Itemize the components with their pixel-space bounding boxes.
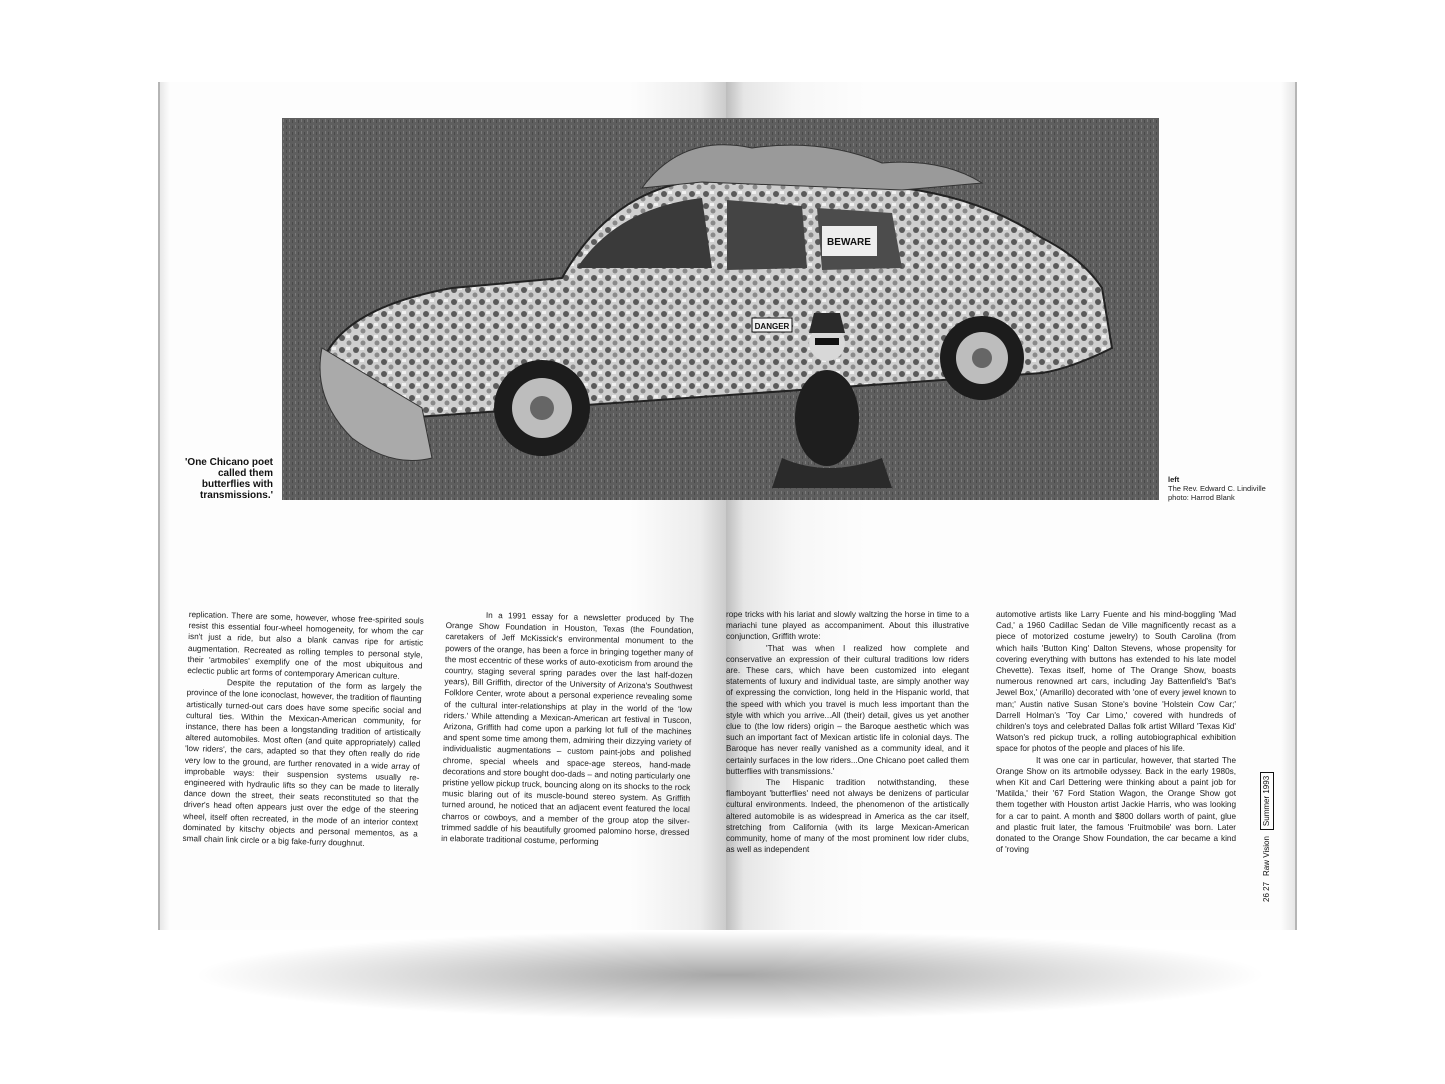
paragraph: automotive artists like Larry Fuente and his mind-boggling 'Mad Cad,' a 1960 Cadillac Sedan de Ville magnificently recast as a piece of motorized costume jewelry) to South Carolina (from which hails 'Button King' Dalton Stevens, whose propensity for covering everything with buttons has extended to his late model Chevette). Texas itself, home of The Orange Show, boasts numerous renowned art cars, including Jay Battenfield's 'Bat's Jewel Box,' (Amarillo) decorated with 'one of every jewel known to man;' Austin native Susan Stone's bovine 'Holstein Cow Car;' Darrell Holman's 'Toy Car Limo,' covered with hundreds of children's toys and celebrated Dallas folk artist Willard 'Texas Kid' Watson's red pickup truck, a rolling autobiographical exhibition space for photos of the people and places of his life. <box>996 610 1236 754</box>
paragraph: replication. There are some, however, whose free-spirited souls resist this essential four-wheel homogeneity, for whom the car isn't just a ride, but also a blank canvas ripe for artistic augmentation. Recreated as rolling temples to personal style, their 'artmobiles' exemplify one of the most ubiquitous and eclectic public art forms of contemporary American culture. <box>187 609 424 681</box>
pull-quote: 'One Chicano poet called them butterflies with transmissions.' <box>185 457 273 501</box>
caption-credit: photo: Harrod Blank <box>1168 493 1235 502</box>
danger-sign-text: DANGER <box>754 322 790 331</box>
art-car-photo <box>282 118 1159 500</box>
photo-caption <box>1168 475 1288 502</box>
magazine-shadow <box>190 930 1270 1020</box>
folio <box>1259 752 1275 902</box>
article-column-3 <box>726 609 969 899</box>
issue-date: Summer 1993 <box>1260 772 1274 830</box>
caption-subject: The Rev. Edward C. Lindiville <box>1168 484 1266 493</box>
article-column-4 <box>996 609 1236 899</box>
magazine-name: Raw Vision <box>1262 836 1271 876</box>
caption-label: left <box>1168 475 1180 484</box>
magazine-spread <box>158 82 1295 930</box>
paragraph: In a 1991 essay for a newsletter produced by The Orange Show Foundation in Houston, Texas (the Foundation, caretakers of Jeff McKissick's environmental monument to the powers of the orange, has been a force in bringing together many of the most eccentric of these works of auto-exoticism from around the country, staging several spring parades over the last half-dozen years), Bill Griffith, director of the University of Arizona's Southwest Folklore Center, wrote about a personal experience revealing some of the cultural inter-relationships at play in the world of the 'low riders.' While attending a Mexican-American art festival in Tuscon, Arizona, Griffith had come upon a parking lot full of the machines and spent some time among them, admiring their dizzying variety of individualistic augmentations – custom paint-jobs and polished chrome, special wheels and space-age stereos, hand-made decorations and store bought doo-dads – and noting particularly one pristine yellow pickup truck, bouncing along on its shocks to the rock music blaring out of its muscle-bound stereo system. As Griffith turned around, he noticed that an adjacent event featured the local charros or cowboys, and a member of the group atop the silver-trimmed saddle of his beautifully groomed palomino horse, dressed in elaborate traditional costume, performing <box>441 610 694 847</box>
paragraph: rope tricks with his lariat and slowly waltzing the horse in time to a mariachi tune played as accompaniment. About this illustrative conjunction, Griffith wrote: <box>726 610 969 642</box>
page-numbers: 26 27 <box>1262 881 1271 902</box>
paragraph: Despite the reputation of the form as largely the province of the lone iconoclast, however, the tradition of flaunting artistically turned-out cars does have some specific social and cultural ties. Within the Mexican-American community, for instance, there has been a longstanding tradition of artistically altered automobiles. Most often (and quite appropriately) called 'low riders', the cars, adapted so that they often really do ride very low to the ground, are further renovated in a wide array of improbable ways: their suspension systems usually re-engineered with hydraulic lifts so they can be made to literally dance down the street, their seats reconstituted so that the driver's head often appears just over the edge of the steering wheel, itself often recreated, in the mode of an interior context dominated by kitschy objects and personal mementos, as a small chain link circle or a big fake-furry doughnut. <box>182 678 423 849</box>
article-column-1 <box>181 609 424 905</box>
paragraph: It was one car in particular, however, that started The Orange Show on its artmobile odyssey. Back in the early 1980s, when Kit and Carl Dettering were thinking about a paint job for 'Matilda,' their '67 Ford Station Wagon, the Orange Show got them together with Houston artist Jackie Harris, who was looking for a car to paint. A month and $800 dollars worth of paint, glue and plastic fruit later, the famous 'Fruitmobile' was born. Later donated to the Orange Show Foundation, the car became a kind of 'roving <box>996 755 1236 855</box>
art-car-illustration <box>282 118 1159 500</box>
article-column-2 <box>440 609 694 904</box>
beware-sign-text: BEWARE <box>827 237 871 248</box>
paragraph: The Hispanic tradition notwithstanding, these flamboyant 'butterflies' need not always be denizens of particular cultural environments. Indeed, the phenomenon of the artistically altered automobile is as widespread in America as the car itself, stretching from California (with its large Mexican-American community, home of many of the most prominent low rider clubs, as well as independent <box>726 778 969 855</box>
block-quote: 'That was when I realized how complete and conservative an expression of their cultural traditions low riders are. These cars, which have been customized into elegant statements of luxury and individual taste, are simply another way of expressing the conviction, long held in the Hispanic world, that the speed with which you travel is much less important than the style with which you arrive...All (their) detail, gives us yet another clue to (the low riders) origin – the Baroque aesthetic which was such an important fact of Mexican artistic life in colonial days. The Baroque has never really vanished as a community ideal, and it certainly surfaces in the low riders...One Chicano poet called them butterflies with transmissions.' <box>726 643 969 776</box>
